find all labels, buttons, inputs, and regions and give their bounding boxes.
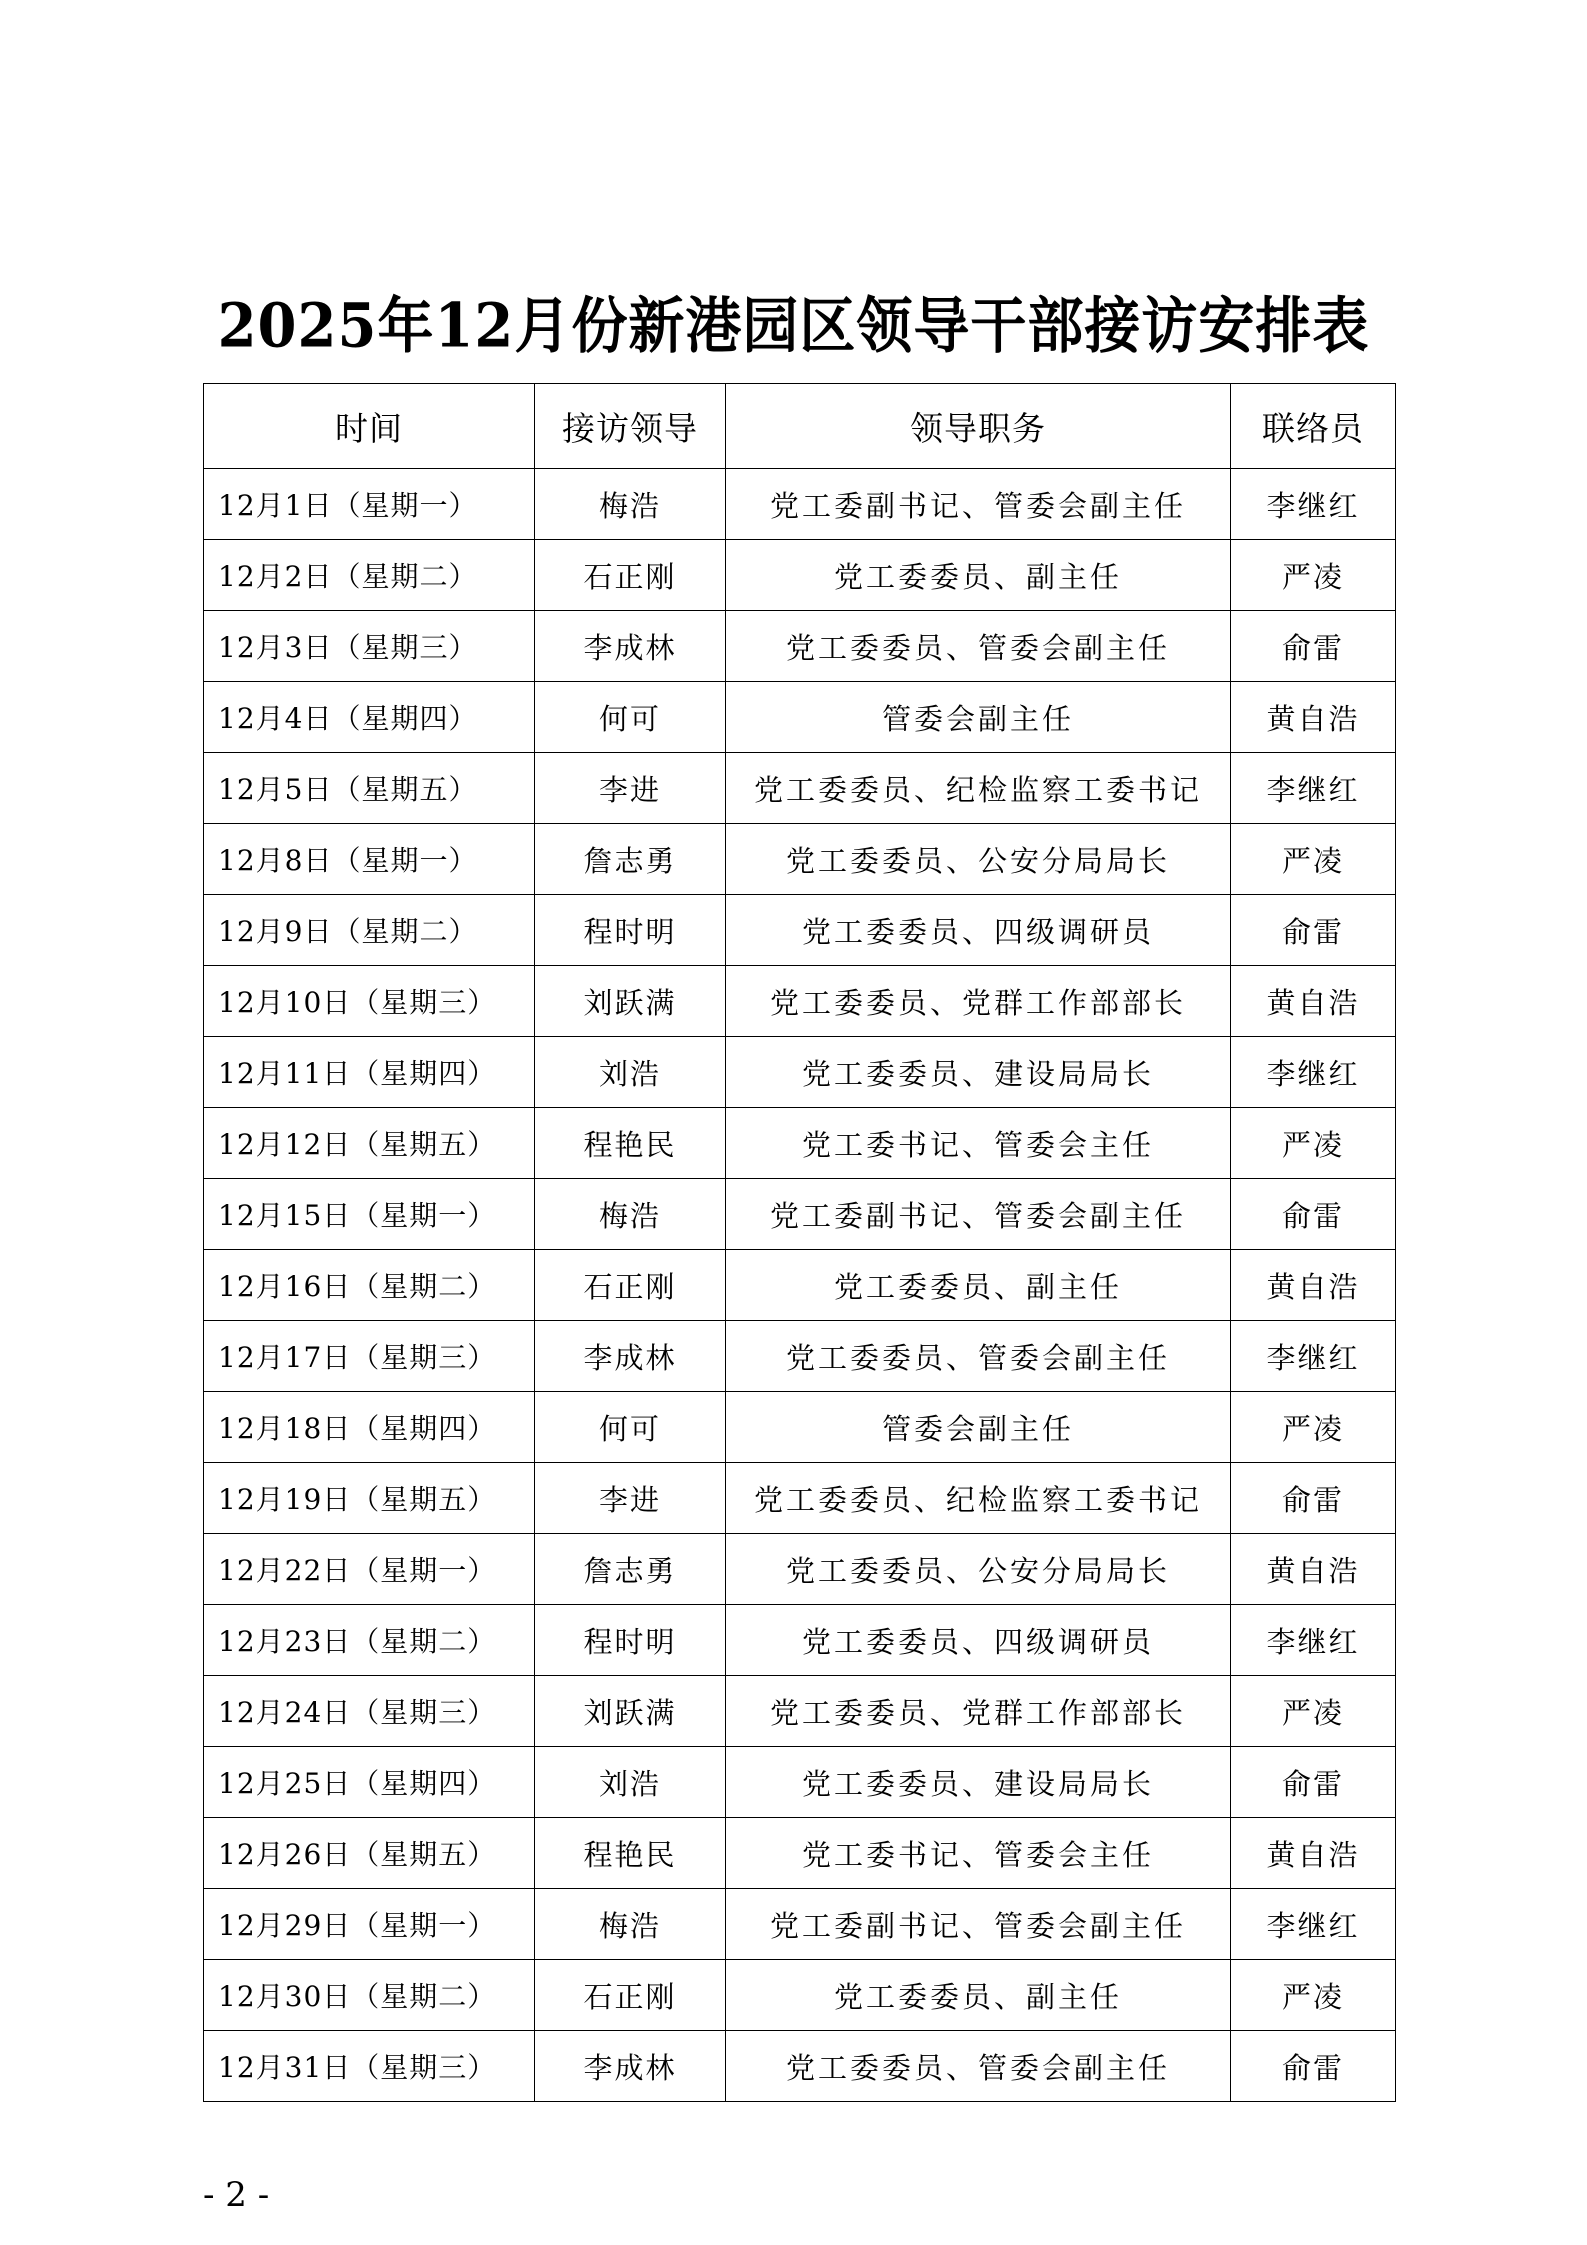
cell-leader: 李成林: [535, 2031, 726, 2102]
reception-schedule-table: [203, 383, 1396, 2102]
table-row: [204, 540, 1396, 611]
cell-liaison: 黄自浩: [1231, 1250, 1396, 1321]
cell-date: 12月4日（星期四）: [204, 682, 535, 753]
cell-date: 12月15日（星期一）: [204, 1179, 535, 1250]
cell-liaison: 严凌: [1231, 1960, 1396, 2031]
cell-date: 12月12日（星期五）: [204, 1108, 535, 1179]
cell-liaison: 黄自浩: [1231, 1818, 1396, 1889]
cell-duty: 党工委委员、副主任: [726, 540, 1231, 611]
table-row: [204, 1463, 1396, 1534]
cell-duty: 管委会副主任: [726, 682, 1231, 753]
cell-leader: 何可: [535, 682, 726, 753]
cell-leader: 梅浩: [535, 1179, 726, 1250]
cell-duty: 党工委委员、公安分局局长: [726, 1534, 1231, 1605]
cell-date: 12月18日（星期四）: [204, 1392, 535, 1463]
cell-liaison: 严凌: [1231, 824, 1396, 895]
cell-leader: 梅浩: [535, 469, 726, 540]
page-number: - 2 -: [203, 2175, 270, 2215]
cell-liaison: 严凌: [1231, 1108, 1396, 1179]
cell-date: 12月8日（星期一）: [204, 824, 535, 895]
cell-leader: 石正刚: [535, 540, 726, 611]
cell-liaison: 黄自浩: [1231, 682, 1396, 753]
cell-leader: 刘浩: [535, 1037, 726, 1108]
cell-leader: 程时明: [535, 895, 726, 966]
table-row: [204, 1392, 1396, 1463]
table-row: [204, 1605, 1396, 1676]
cell-date: 12月30日（星期二）: [204, 1960, 535, 2031]
cell-liaison: 严凌: [1231, 1676, 1396, 1747]
cell-leader: 石正刚: [535, 1250, 726, 1321]
table-row: [204, 2031, 1396, 2102]
table-body: [204, 469, 1396, 2102]
table-row: [204, 1676, 1396, 1747]
cell-leader: 程艳民: [535, 1108, 726, 1179]
cell-leader: 刘跃满: [535, 966, 726, 1037]
cell-duty: 党工委委员、纪检监察工委书记: [726, 753, 1231, 824]
cell-leader: 李成林: [535, 1321, 726, 1392]
cell-date: 12月5日（星期五）: [204, 753, 535, 824]
cell-date: 12月29日（星期一）: [204, 1889, 535, 1960]
cell-date: 12月24日（星期三）: [204, 1676, 535, 1747]
cell-leader: 何可: [535, 1392, 726, 1463]
table-row: [204, 824, 1396, 895]
cell-duty: 党工委委员、四级调研员: [726, 895, 1231, 966]
table-row: [204, 753, 1396, 824]
cell-liaison: 严凌: [1231, 1392, 1396, 1463]
cell-liaison: 黄自浩: [1231, 966, 1396, 1037]
table-row: [204, 1889, 1396, 1960]
cell-duty: 党工委副书记、管委会副主任: [726, 1179, 1231, 1250]
cell-date: 12月25日（星期四）: [204, 1747, 535, 1818]
header-duty: 领导职务: [726, 384, 1231, 469]
cell-leader: 李进: [535, 753, 726, 824]
table-row: [204, 1818, 1396, 1889]
cell-date: 12月22日（星期一）: [204, 1534, 535, 1605]
cell-liaison: 李继红: [1231, 469, 1396, 540]
cell-leader: 程时明: [535, 1605, 726, 1676]
cell-date: 12月2日（星期二）: [204, 540, 535, 611]
table-row: [204, 1321, 1396, 1392]
cell-duty: 党工委委员、建设局局长: [726, 1037, 1231, 1108]
header-liaison: 联络员: [1231, 384, 1396, 469]
cell-liaison: 李继红: [1231, 753, 1396, 824]
table-row: [204, 1960, 1396, 2031]
cell-leader: 刘跃满: [535, 1676, 726, 1747]
cell-date: 12月19日（星期五）: [204, 1463, 535, 1534]
cell-duty: 党工委书记、管委会主任: [726, 1108, 1231, 1179]
cell-duty: 党工委委员、建设局局长: [726, 1747, 1231, 1818]
cell-duty: 党工委委员、管委会副主任: [726, 2031, 1231, 2102]
cell-leader: 石正刚: [535, 1960, 726, 2031]
cell-liaison: 黄自浩: [1231, 1534, 1396, 1605]
cell-liaison: 俞雷: [1231, 1179, 1396, 1250]
cell-duty: 党工委委员、公安分局局长: [726, 824, 1231, 895]
cell-duty: 党工委委员、四级调研员: [726, 1605, 1231, 1676]
cell-duty: 党工委委员、党群工作部部长: [726, 1676, 1231, 1747]
table-row: [204, 1108, 1396, 1179]
cell-leader: 梅浩: [535, 1889, 726, 1960]
table-row: [204, 469, 1396, 540]
cell-date: 12月17日（星期三）: [204, 1321, 535, 1392]
cell-leader: 詹志勇: [535, 824, 726, 895]
cell-liaison: 俞雷: [1231, 895, 1396, 966]
cell-duty: 党工委副书记、管委会副主任: [726, 1889, 1231, 1960]
cell-date: 12月16日（星期二）: [204, 1250, 535, 1321]
cell-date: 12月3日（星期三）: [204, 611, 535, 682]
cell-duty: 党工委副书记、管委会副主任: [726, 469, 1231, 540]
header-leader: 接访领导: [535, 384, 726, 469]
cell-liaison: 俞雷: [1231, 611, 1396, 682]
cell-duty: 管委会副主任: [726, 1392, 1231, 1463]
cell-duty: 党工委委员、党群工作部部长: [726, 966, 1231, 1037]
cell-duty: 党工委委员、纪检监察工委书记: [726, 1463, 1231, 1534]
cell-liaison: 俞雷: [1231, 2031, 1396, 2102]
cell-liaison: 严凌: [1231, 540, 1396, 611]
cell-liaison: 李继红: [1231, 1321, 1396, 1392]
cell-liaison: 俞雷: [1231, 1463, 1396, 1534]
cell-duty: 党工委委员、管委会副主任: [726, 1321, 1231, 1392]
cell-leader: 刘浩: [535, 1747, 726, 1818]
cell-liaison: 李继红: [1231, 1605, 1396, 1676]
cell-duty: 党工委书记、管委会主任: [726, 1818, 1231, 1889]
table-row: [204, 1179, 1396, 1250]
table-row: [204, 895, 1396, 966]
table-row: [204, 611, 1396, 682]
table-row: [204, 1534, 1396, 1605]
cell-date: 12月11日（星期四）: [204, 1037, 535, 1108]
cell-leader: 李成林: [535, 611, 726, 682]
cell-duty: 党工委委员、管委会副主任: [726, 611, 1231, 682]
cell-liaison: 李继红: [1231, 1037, 1396, 1108]
cell-duty: 党工委委员、副主任: [726, 1250, 1231, 1321]
table-row: [204, 1250, 1396, 1321]
cell-date: 12月31日（星期三）: [204, 2031, 535, 2102]
cell-liaison: 俞雷: [1231, 1747, 1396, 1818]
cell-date: 12月1日（星期一）: [204, 469, 535, 540]
cell-leader: 詹志勇: [535, 1534, 726, 1605]
cell-date: 12月9日（星期二）: [204, 895, 535, 966]
table-row: [204, 1747, 1396, 1818]
page-title: 2025年12月份新港园区领导干部接访安排表: [217, 289, 1370, 362]
cell-leader: 程艳民: [535, 1818, 726, 1889]
table-row: [204, 682, 1396, 753]
table-row: [204, 966, 1396, 1037]
cell-date: 12月10日（星期三）: [204, 966, 535, 1037]
cell-date: 12月23日（星期二）: [204, 1605, 535, 1676]
cell-date: 12月26日（星期五）: [204, 1818, 535, 1889]
header-date: 时间: [204, 384, 535, 469]
cell-duty: 党工委委员、副主任: [726, 1960, 1231, 2031]
table-header-row: [204, 384, 1396, 469]
table-row: [204, 1037, 1396, 1108]
cell-liaison: 李继红: [1231, 1889, 1396, 1960]
cell-leader: 李进: [535, 1463, 726, 1534]
